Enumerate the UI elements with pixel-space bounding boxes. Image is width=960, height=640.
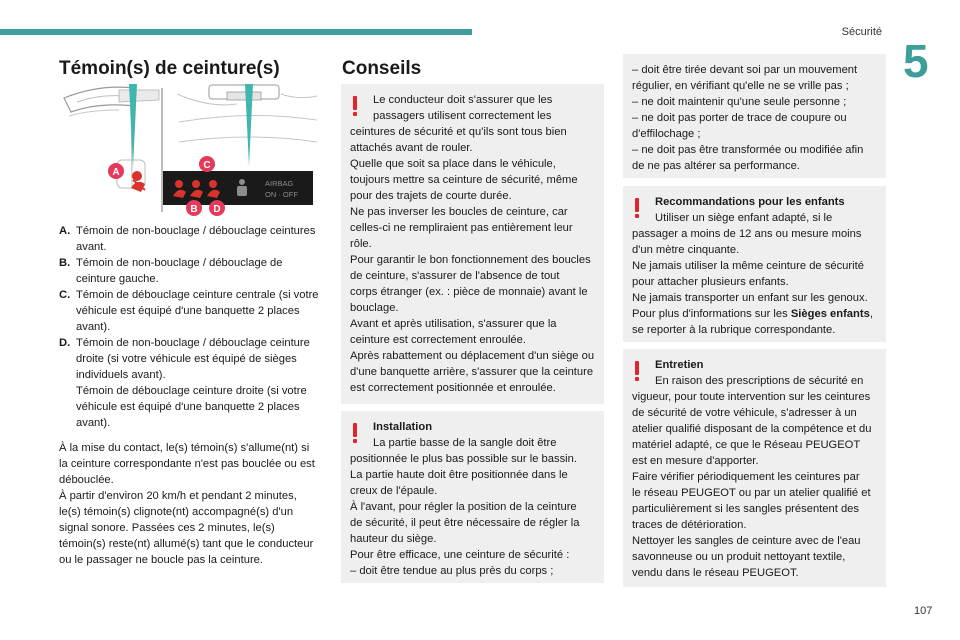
text-line: passager a moins de 12 ans ou mesure moins bbox=[632, 228, 862, 240]
text-line: pour attacher plusieurs enfants. bbox=[632, 276, 789, 288]
text-line: attachés avant de rouler. bbox=[350, 142, 473, 154]
installation-continued-box bbox=[623, 54, 886, 178]
legend-line: droite (si votre véhicule est équipé de sièges bbox=[76, 353, 297, 365]
text-line: En raison des prescriptions de sécurité en bbox=[655, 375, 864, 387]
svg-text:A: A bbox=[112, 167, 120, 178]
legend-item-b bbox=[59, 255, 323, 287]
marker-a bbox=[108, 163, 124, 179]
text-line: À la mise du contact, le(s) témoin(s) s'allume(nt) si bbox=[59, 442, 310, 454]
text-line: débouclée. bbox=[59, 474, 114, 486]
legend-key: A. bbox=[59, 225, 71, 237]
text-line: À partir d'environ 20 km/h et pendant 2 minutes, bbox=[59, 490, 297, 502]
text-line: Pour garantir le bon fonctionnement des boucles bbox=[350, 254, 591, 266]
text-line: passagers utilisent correctement les bbox=[373, 110, 552, 122]
svg-text:B: B bbox=[190, 204, 198, 215]
seatbelt-warning-title: Témoin(s) de ceinture(s) bbox=[59, 58, 280, 79]
text-line: – ne doit pas porter de trace de coupure ou bbox=[632, 112, 847, 124]
legend-text bbox=[76, 255, 323, 287]
installation-box bbox=[341, 411, 604, 583]
text-line: d'un mètre cinquante. bbox=[632, 244, 740, 256]
section-title: Sécurité bbox=[841, 26, 882, 38]
advice-title: Conseils bbox=[342, 58, 422, 79]
legend-line: avant). bbox=[76, 417, 111, 429]
text-line: hauteur du siège. bbox=[350, 533, 437, 545]
text-line: est en mesure d'apporter. bbox=[632, 455, 759, 467]
text-line: bouclage. bbox=[350, 302, 399, 314]
installation-heading: Installation bbox=[373, 421, 433, 433]
text-line: d'effilochage ; bbox=[632, 128, 701, 140]
text-line: de sécurité, il peut être nécessaire de régler la bbox=[350, 517, 580, 529]
legend-text bbox=[76, 223, 323, 255]
text-line: – ne doit pas être transformée ou modifiée afin bbox=[632, 144, 864, 156]
marker-d bbox=[209, 200, 225, 216]
text-line: ceinture est correctement enroulée. bbox=[350, 334, 526, 346]
svg-text:C: C bbox=[203, 160, 211, 171]
legend-key: C. bbox=[59, 289, 71, 301]
page-number: 107 bbox=[914, 605, 933, 617]
legend-line: véhicule est équipé d'une banquette 2 places bbox=[76, 401, 300, 413]
legend-line: avant. bbox=[76, 241, 107, 253]
ignition-paragraph bbox=[59, 440, 323, 568]
legend-text bbox=[76, 287, 323, 335]
text-line: ou le passager ne boucle pas la ceinture. bbox=[59, 554, 263, 566]
text-line: Nettoyer les sangles de ceinture avec de l'eau bbox=[632, 535, 861, 547]
legend-item-d bbox=[59, 335, 323, 431]
text-line: positionnée le plus bas possible sur le bassin. bbox=[350, 453, 577, 465]
text-line: traces de détérioration. bbox=[632, 519, 747, 531]
pointer-left bbox=[129, 84, 137, 168]
text-line: se reporter à la rubrique correspondante. bbox=[632, 324, 836, 336]
child-seats-link[interactable]: Sièges enfants bbox=[790, 308, 870, 320]
text-line: Le conducteur doit s'assurer que les bbox=[373, 94, 553, 106]
seatbelt-warning-illustration bbox=[59, 80, 321, 220]
text-line: particulièrement si les sangles présentent des bbox=[632, 503, 859, 515]
text-line: régulier, en vérifiant qu'elle ne se vrille pas ; bbox=[632, 80, 849, 92]
pointer-right bbox=[245, 84, 253, 166]
text-line: est correctement positionnée et enroulée. bbox=[350, 382, 556, 394]
legend-key: B. bbox=[59, 257, 71, 269]
text-line: le réseau PEUGEOT ou par un atelier qualifié et bbox=[632, 487, 871, 499]
text-line: de ne pas altérer sa performance. bbox=[632, 160, 800, 172]
marker-b bbox=[186, 200, 202, 216]
text-line: À l'avant, pour régler la position de la ceinture bbox=[350, 501, 577, 513]
legend-line: Témoin de non-bouclage / débouclage ceinture bbox=[76, 337, 310, 349]
text-line: d'une banquette arrière, s'assurer que la ceinture bbox=[350, 366, 594, 378]
seatbelt-lamp-a-icon bbox=[131, 171, 145, 192]
legend-line: Témoin de non-bouclage / débouclage ceintures bbox=[76, 225, 316, 237]
pointer-a bbox=[122, 146, 125, 154]
children-box bbox=[623, 186, 886, 342]
text-line: le(s) témoin(s) clignote(nt) accompagné(s) d'un bbox=[59, 506, 294, 518]
text-line: corps étranger (ex. : pièce de monnaie) avant le bbox=[350, 286, 588, 298]
text-line: vendu dans le réseau PEUGEOT. bbox=[632, 567, 799, 579]
marker-c bbox=[199, 156, 215, 172]
text-line: témoin(s) reste(nt) allumé(s) tant que le conducteur bbox=[59, 538, 314, 550]
text-line: Après rabattement ou déplacement d'un siège ou bbox=[350, 350, 595, 362]
text-line: Ne pas inverser les boucles de ceinture, car bbox=[350, 206, 568, 218]
text-line: rôle. bbox=[350, 238, 372, 250]
text-line: toujours mettre sa ceinture de sécurité, même bbox=[350, 174, 578, 186]
text-line: creux de l'épaule. bbox=[350, 485, 438, 497]
reference-text: Pour plus d'informations sur les bbox=[632, 308, 791, 320]
text-line: savonneuse ou un produit nettoyant textile, bbox=[632, 551, 846, 563]
text-line: Avant et après utilisation, s'assurer que la bbox=[350, 318, 557, 330]
text-line: – doit être tendue au plus près du corps ; bbox=[350, 565, 554, 577]
text-line: matériel adapté, ce que le Réseau PEUGEOT bbox=[632, 439, 861, 451]
legend-item-c bbox=[59, 287, 323, 335]
advice-box bbox=[341, 84, 604, 404]
panel-label-airbag: AIRBAG bbox=[265, 179, 294, 188]
text-line: Ne jamais utiliser la même ceinture de sécurité bbox=[632, 260, 864, 272]
svg-text:D: D bbox=[213, 204, 221, 215]
text-line: Ne jamais transporter un enfant sur les genoux. bbox=[632, 292, 868, 304]
legend-line: Témoin de non-bouclage / débouclage de bbox=[76, 257, 283, 269]
child-seats-reference bbox=[632, 306, 877, 322]
legend-line: individuels avant). bbox=[76, 369, 166, 381]
warning-exclamation-icon bbox=[635, 361, 639, 381]
text-line: Faire vérifier périodiquement les ceintures par bbox=[632, 471, 860, 483]
text-line: ceintures de sécurité et qu'ils sont tous bien bbox=[350, 126, 567, 138]
maintenance-heading: Entretien bbox=[655, 359, 704, 371]
text-line: signal sonore. Passées ces 2 minutes, le(s) bbox=[59, 522, 275, 534]
legend-line: ceinture gauche. bbox=[76, 273, 159, 285]
text-line: Pour être efficace, une ceinture de sécurité : bbox=[350, 549, 570, 561]
illustration-legend bbox=[59, 223, 323, 431]
reference-punct: , bbox=[869, 308, 873, 320]
warning-exclamation-icon bbox=[635, 198, 639, 218]
text-line: de ceinture, s'assurer de l'absence de tout bbox=[350, 270, 560, 282]
panel-label-on-off: ON · OFF bbox=[265, 190, 298, 199]
children-heading: Recommandations pour les enfants bbox=[655, 196, 845, 208]
text-line: La partie basse de la sangle doit être bbox=[373, 437, 557, 449]
warning-exclamation-icon bbox=[353, 423, 357, 443]
text-line: atelier qualifié disposant de la compétence et du bbox=[632, 423, 872, 435]
legend-line: avant). bbox=[76, 321, 111, 333]
text-line: de sécurité de votre véhicule, s'adresser à un bbox=[632, 407, 857, 419]
legend-text bbox=[76, 335, 323, 431]
chapter-number: 5 bbox=[903, 35, 929, 87]
warning-exclamation-icon bbox=[353, 96, 357, 116]
text-line: Quelle que soit sa place dans le véhicule, bbox=[350, 158, 556, 170]
legend-line: véhicule est équipé d'une banquette 2 places bbox=[76, 305, 300, 317]
text-line: – ne doit maintenir qu'une seule personne ; bbox=[632, 96, 847, 108]
maintenance-box bbox=[623, 349, 886, 587]
text-line: – doit être tirée devant soi par un mouvement bbox=[632, 64, 858, 76]
text-line: la ceinture correspondante n'est pas bouclée ou est bbox=[59, 458, 315, 470]
legend-line: Témoin de débouclage ceinture centrale (si votre bbox=[76, 289, 319, 301]
text-line: pour des trajets de courte durée. bbox=[350, 190, 512, 202]
text-line: La partie haute doit être positionnée dans le bbox=[350, 469, 568, 481]
legend-key: D. bbox=[59, 337, 71, 349]
text-line: celles-ci ne rempliraient pas entièrement leur bbox=[350, 222, 573, 234]
text-line: vigueur, pour toute intervention sur les ceintures bbox=[632, 391, 871, 403]
legend-line: Témoin de débouclage ceinture droite (si votre bbox=[76, 385, 307, 397]
text-line: Utiliser un siège enfant adapté, si le bbox=[655, 212, 833, 224]
legend-item-a bbox=[59, 223, 323, 255]
header-accent-bar bbox=[0, 29, 472, 35]
